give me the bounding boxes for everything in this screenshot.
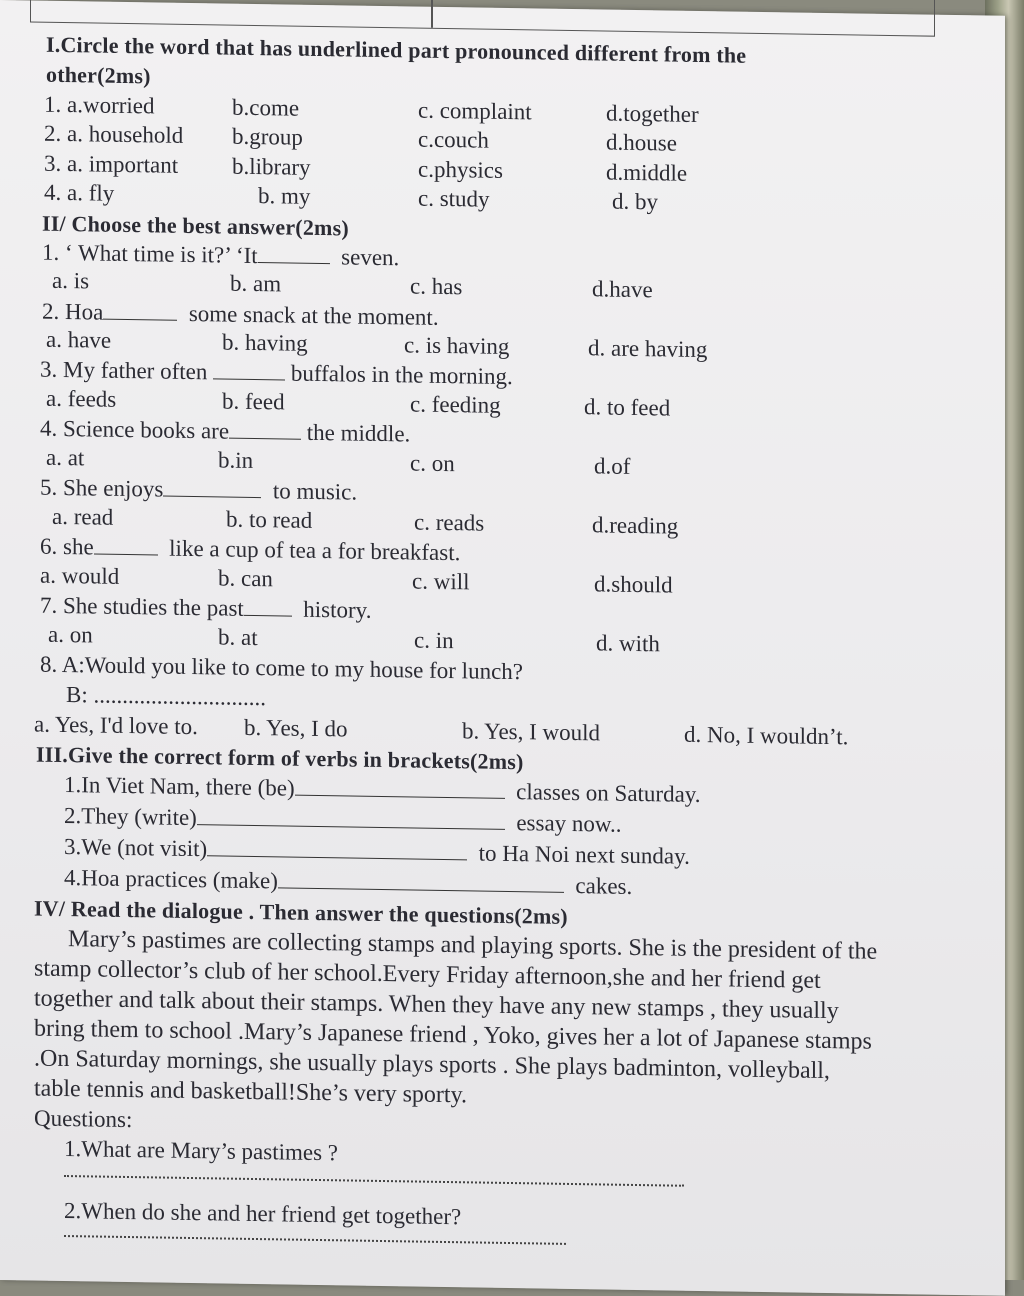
- s2-q1-b: b. am: [230, 270, 282, 297]
- s2-q6-c: c. will: [412, 568, 470, 595]
- s1-r2-c: c.couch: [418, 126, 489, 153]
- s2-q3-blank[interactable]: [213, 358, 285, 380]
- s2-q3-c: c. feeding: [410, 391, 501, 418]
- s2-q3-pre: 3. My father often: [40, 356, 208, 385]
- s2-q4-c: c. on: [410, 450, 455, 477]
- s3-item2: [64, 802, 622, 839]
- reading-line-6: table tennis and basketball!She’s very sporty.: [34, 1075, 468, 1109]
- s2-q5-b: b. to read: [226, 506, 313, 533]
- section1-title-cont: other(2ms): [46, 61, 151, 89]
- s2-q4-b: b.in: [218, 447, 254, 473]
- s2-q7-blank[interactable]: [244, 595, 292, 617]
- header-table: [30, 0, 935, 37]
- s2-q2-b: b. having: [222, 329, 308, 356]
- s1-r3-c: c.physics: [418, 156, 503, 183]
- s2-q2-post: some snack at the moment.: [188, 300, 439, 330]
- s2-q7-c: c. in: [414, 627, 454, 654]
- s2-q7-b: b. at: [218, 624, 258, 651]
- section4-title: IV/ Read the dialogue . Then answer the questions(2ms): [34, 895, 568, 929]
- section2-title: II/ Choose the best answer(2ms): [42, 210, 349, 241]
- s2-q4: [40, 415, 410, 449]
- s2-q4-pre: 4. Science books are: [40, 415, 230, 444]
- reading-line-3: together and talk about their stamps. When they have any new stamps , they usually: [34, 985, 839, 1025]
- s3-item2-pre: 2.They (write): [64, 803, 197, 831]
- s1-r2-b: b.group: [232, 123, 303, 150]
- s2-q5-pre: 5. She enjoys: [40, 474, 164, 502]
- s2-q3-b: b. feed: [222, 388, 285, 415]
- s2-q6-a: a. would: [40, 562, 120, 589]
- s2-q2-c: c. is having: [404, 332, 510, 360]
- s1-r1-a: 1. a.worried: [44, 91, 155, 119]
- s1-r2-a: 2. a. household: [44, 120, 184, 148]
- s1-r4-c: c. study: [418, 185, 490, 212]
- s2-q7-pre: 7. She studies the past: [40, 592, 244, 621]
- s2-q6-blank[interactable]: [94, 533, 158, 555]
- s1-r4-d: d. by: [612, 188, 658, 215]
- s2-q8-d-opt: d. No, I wouldn’t.: [684, 721, 849, 750]
- s2-q4-post: the middle.: [306, 419, 411, 447]
- s2-q7-a: a. on: [48, 621, 93, 648]
- s2-q3-a: a. feeds: [46, 385, 117, 412]
- s2-q4-a: a. at: [46, 444, 85, 471]
- s2-q4-blank[interactable]: [229, 418, 301, 440]
- s3-item1-post: classes on Saturday.: [516, 779, 701, 808]
- s2-q8-c-opt: b. Yes, I would: [462, 718, 601, 746]
- s3-item3-blank[interactable]: [207, 835, 467, 860]
- s1-r3-a: 3. a. important: [44, 150, 179, 178]
- s2-q2-d: d. are having: [588, 335, 708, 363]
- questions-label: Questions:: [34, 1105, 133, 1133]
- s2-q5-blank[interactable]: [163, 476, 261, 499]
- s2-q1-pre: 1. ‘ What time is it?’ ‘It: [42, 239, 258, 269]
- s3-item4-blank[interactable]: [278, 867, 564, 892]
- s2-q8-b[interactable]: B: ..............................: [66, 682, 266, 711]
- s2-q4-d: d.of: [594, 453, 631, 479]
- s3-item2-blank[interactable]: [197, 804, 505, 830]
- s2-q1-a: a. is: [52, 267, 90, 294]
- s2-q8: 8. A:Would you like to come to my house for lunch?: [40, 651, 523, 685]
- s2-q1-post: seven.: [341, 244, 400, 271]
- s2-q1-c: c. has: [410, 273, 463, 300]
- s2-q8-b-opt: b. Yes, I do: [244, 714, 348, 742]
- answer-line-1[interactable]: [64, 1173, 684, 1187]
- reading-question-1: 1.What are Mary’s pastimes ?: [64, 1136, 338, 1166]
- s1-r1-b: b.come: [232, 94, 300, 121]
- reading-line-2: stamp collector’s club of her school.Every Friday afternoon,she and her friend get: [34, 955, 821, 994]
- s1-r3-d: d.middle: [606, 159, 688, 186]
- s3-item1-blank[interactable]: [295, 775, 505, 799]
- section1-title: I.Circle the word that has underlined part pronounced different from the: [46, 31, 747, 68]
- s2-q5-post: to music.: [272, 478, 358, 505]
- s1-r1-d: d.together: [606, 100, 699, 127]
- s2-q2-pre: 2. Hoa: [42, 298, 104, 325]
- s3-item4-post: cakes.: [575, 873, 633, 899]
- s2-q6-b: b. can: [218, 565, 273, 592]
- reading-line-1: Mary’s pastimes are collecting stamps and playing sports. She is the president of the: [68, 926, 878, 965]
- s2-q5-c: c. reads: [414, 509, 485, 536]
- s3-item3-pre: 3.We (not visit): [64, 834, 208, 862]
- s1-r4-a: 4. a. fly: [44, 179, 115, 206]
- s2-q5-d: d.reading: [592, 512, 679, 539]
- s3-item3-post: to Ha Noi next sunday.: [478, 840, 690, 869]
- s2-q5: [40, 474, 357, 507]
- s2-q7-post: history.: [303, 596, 372, 623]
- s2-q2-a: a. have: [46, 326, 112, 353]
- reading-line-4: bring them to school .Mary’s Japanese friend , Yoko, gives her a lot of Japanese stamps: [34, 1015, 872, 1055]
- s3-item2-post: essay now..: [516, 810, 622, 837]
- answer-line-2[interactable]: [64, 1233, 566, 1245]
- section3-title: III.Give the correct form of verbs in brackets(2ms): [36, 741, 524, 775]
- reading-line-5: .On Saturday mornings, she usually plays sports . She plays badminton, volleyball,: [34, 1045, 830, 1085]
- s1-r3-b: b.library: [232, 153, 311, 180]
- s1-r1-c: c. complaint: [418, 97, 532, 125]
- s2-q7: [40, 592, 371, 625]
- s1-r2-d: d.house: [606, 129, 677, 156]
- s2-q6-pre: 6. she: [40, 533, 94, 560]
- s2-q3-d: d. to feed: [584, 394, 671, 421]
- s1-r4-b: b. my: [258, 183, 311, 209]
- s2-q1-d: d.have: [592, 276, 653, 303]
- s2-q7-d: d. with: [596, 630, 660, 657]
- s2-q5-a: a. read: [52, 503, 114, 530]
- table-divider: [431, 0, 433, 28]
- s3-item4-pre: 4.Hoa practices (make): [64, 865, 278, 894]
- s2-q1-blank[interactable]: [258, 242, 330, 264]
- s2-q2-blank[interactable]: [103, 299, 177, 321]
- reading-question-2: 2.When do she and her friend get together?: [64, 1198, 462, 1230]
- s2-q6-post: like a cup of tea a for breakfast.: [169, 535, 461, 566]
- s2-q8-a-opt: a. Yes, I'd love to.: [34, 711, 198, 740]
- s2-q6-d: d.should: [594, 571, 673, 598]
- s3-item1-pre: 1.In Viet Nam, there (be): [64, 772, 295, 801]
- s2-q3-post: buffalos in the morning.: [290, 360, 513, 390]
- s2-q1: [42, 239, 399, 273]
